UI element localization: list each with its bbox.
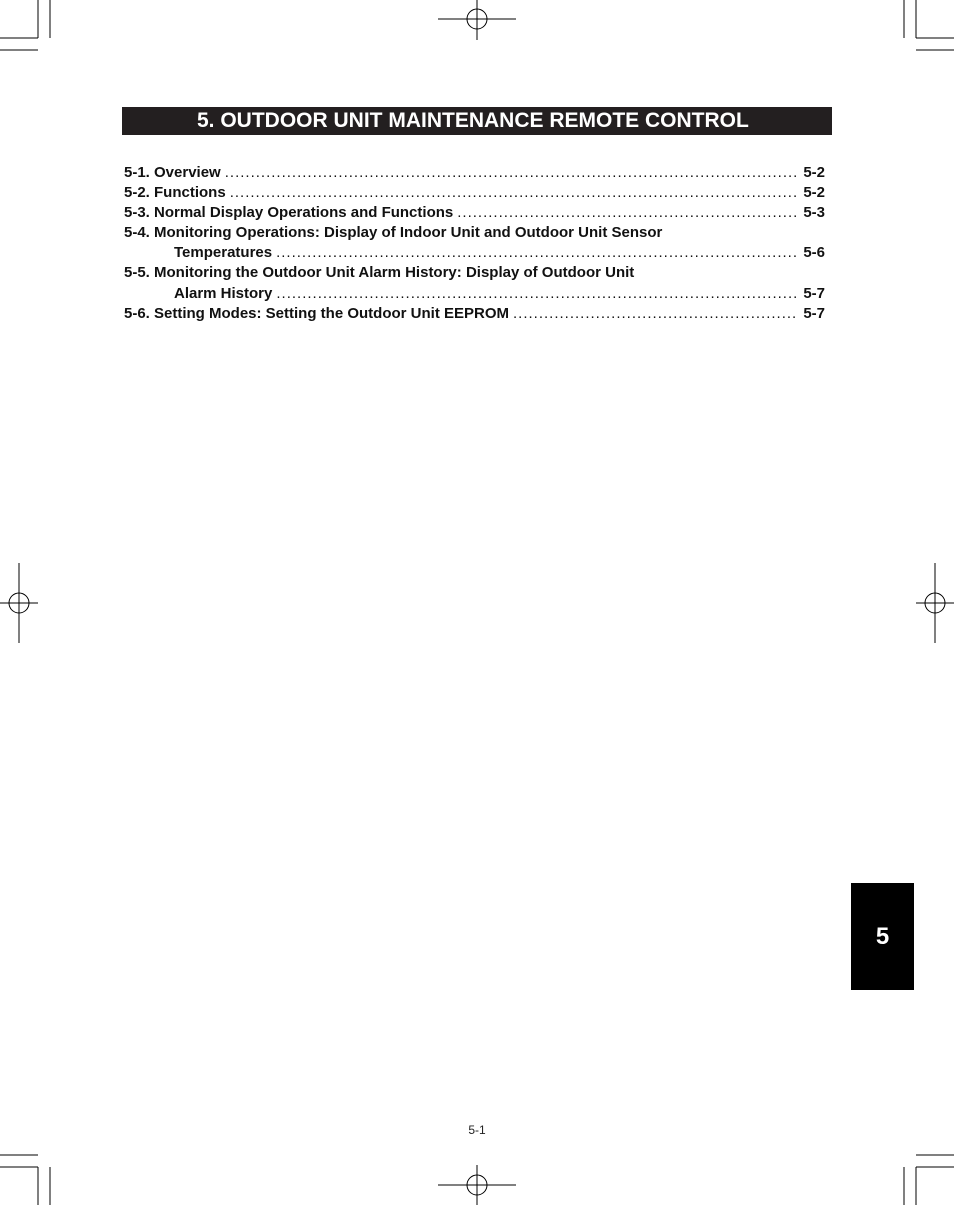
- toc-entry-5-2[interactable]: [124, 183, 825, 203]
- toc-entry-title: 5-3. Normal Display Operations and Functions: [124, 204, 454, 222]
- toc-leader-dots: [276, 243, 797, 263]
- toc-page-number: 5-7: [803, 284, 825, 302]
- toc-entry-5-6[interactable]: [124, 304, 825, 324]
- toc-entry-title-continued: Alarm History: [174, 284, 273, 302]
- table-of-contents: [124, 163, 825, 324]
- toc-page-number: 5-6: [803, 244, 825, 262]
- toc-page-number: 5-2: [803, 184, 825, 202]
- toc-entry-title: 5-2. Functions: [124, 184, 226, 202]
- toc-entry-5-1[interactable]: [124, 163, 825, 183]
- toc-leader-dots: [457, 203, 797, 223]
- toc-entry-5-4[interactable]: [124, 223, 825, 243]
- toc-leader-dots: [230, 183, 798, 203]
- toc-leader-dots: [513, 304, 797, 324]
- toc-page-number: 5-7: [803, 304, 825, 322]
- toc-entry-title-continued: Temperatures: [174, 244, 273, 262]
- toc-entry-title: 5-6. Setting Modes: Setting the Outdoor Unit EEPROM: [124, 304, 509, 322]
- chapter-tab: 5: [851, 883, 914, 990]
- toc-entry-5-3[interactable]: [124, 203, 825, 223]
- toc-entry-title: 5-4. Monitoring Operations: Display of Indoor Unit and Outdoor Unit Sensor: [124, 224, 663, 242]
- chapter-title: 5. OUTDOOR UNIT MAINTENANCE REMOTE CONTROL: [122, 107, 832, 135]
- toc-entry-title: 5-1. Overview: [124, 164, 221, 181]
- toc-page-number: 5-3: [803, 204, 825, 222]
- page-number: 5-1: [468, 1123, 486, 1137]
- toc-entry-5-4-continued[interactable]: [124, 243, 825, 263]
- toc-leader-dots: [276, 284, 797, 304]
- toc-page-number: 5-2: [803, 164, 825, 181]
- toc-entry-5-5-continued[interactable]: [124, 284, 825, 304]
- toc-entry-title: 5-5. Monitoring the Outdoor Unit Alarm History: Display of Outdoor Unit: [124, 264, 635, 282]
- toc-leader-dots: [225, 163, 798, 183]
- toc-entry-5-5[interactable]: [124, 263, 825, 283]
